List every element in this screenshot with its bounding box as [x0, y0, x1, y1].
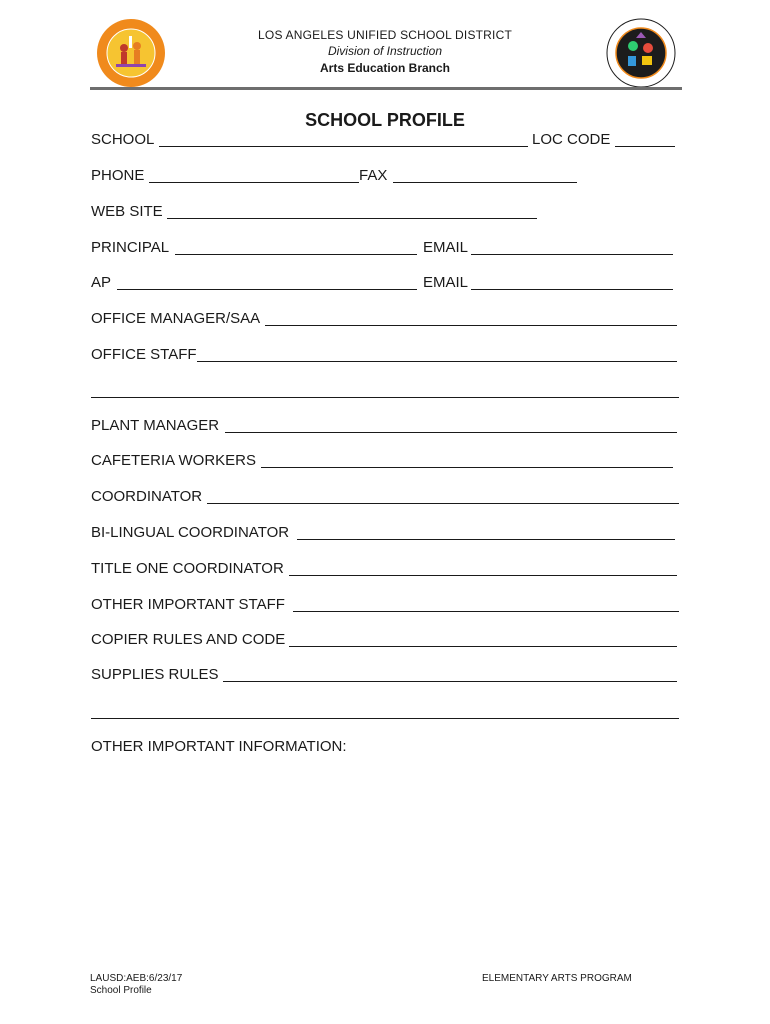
school-label: SCHOOL: [91, 131, 155, 148]
principal-email-label: EMAIL: [423, 239, 469, 256]
footer-right: [482, 973, 632, 985]
office-staff-continued-row: [91, 381, 681, 401]
supplies-row: [91, 665, 681, 685]
office-staff-field[interactable]: [197, 361, 677, 362]
other-info-row: [91, 737, 681, 757]
loc-code-field[interactable]: [615, 146, 675, 147]
phone-label: PHONE: [91, 167, 145, 184]
division-name: Division of Instruction: [327, 44, 443, 58]
ap-label: AP: [91, 274, 112, 291]
loc-code-label: LOC CODE: [532, 131, 611, 148]
office-staff-label: OFFICE STAFF: [91, 346, 197, 363]
ap-field[interactable]: [117, 289, 417, 290]
supplies-field[interactable]: [223, 681, 677, 682]
branch-name: Arts Education Branch: [319, 61, 451, 75]
office-staff-row: [91, 345, 681, 365]
school-field[interactable]: [159, 146, 528, 147]
fax-field[interactable]: [393, 182, 577, 183]
other-staff-row: [91, 595, 681, 615]
title-one-label: TITLE ONE COORDINATOR: [91, 560, 284, 577]
copier-label: COPIER RULES AND CODE: [91, 631, 286, 648]
bilingual-row: [91, 523, 681, 543]
office-manager-label: OFFICE MANAGER/SAA: [91, 310, 261, 327]
cafeteria-field[interactable]: [261, 467, 673, 468]
supplies-continued-row: [91, 702, 681, 722]
supplies-label: SUPPLIES RULES: [91, 666, 219, 683]
bilingual-label: BI-LINGUAL COORDINATOR: [91, 524, 290, 541]
plant-manager-label: PLANT MANAGER: [91, 417, 220, 434]
header-text: [185, 28, 585, 75]
other-info-label: OTHER IMPORTANT INFORMATION:: [91, 738, 347, 755]
office-manager-row: [91, 309, 681, 329]
title-one-row: [91, 559, 681, 579]
copier-row: [91, 630, 681, 650]
principal-row: [91, 238, 681, 258]
website-label: WEB SITE: [91, 203, 163, 220]
principal-field[interactable]: [175, 254, 417, 255]
footer-doc-name: School Profile: [90, 985, 152, 996]
coordinator-label: COORDINATOR: [91, 488, 203, 505]
plant-manager-row: [91, 416, 681, 436]
page-title: SCHOOL PROFILE: [305, 110, 465, 130]
ap-email-field[interactable]: [471, 289, 673, 290]
website-field[interactable]: [167, 218, 537, 219]
cafeteria-row: [91, 451, 681, 471]
school-row: [91, 130, 681, 150]
cafeteria-label: CAFETERIA WORKERS: [91, 452, 257, 469]
website-row: [91, 202, 681, 222]
other-staff-field[interactable]: [293, 611, 679, 612]
other-staff-label: OTHER IMPORTANT STAFF: [91, 596, 285, 613]
footer-code: LAUSD:AEB:6/23/17: [90, 973, 183, 984]
ap-row: [91, 273, 681, 293]
coordinator-field[interactable]: [207, 503, 679, 504]
ap-email-label: EMAIL: [423, 274, 469, 291]
footer-program: ELEMENTARY ARTS PROGRAM: [482, 973, 632, 984]
footer-left: [90, 973, 182, 997]
bilingual-field[interactable]: [297, 539, 675, 540]
phone-field[interactable]: [149, 182, 359, 183]
office-staff-field-continued[interactable]: [91, 397, 679, 398]
header-divider: [90, 87, 682, 90]
principal-email-field[interactable]: [471, 254, 673, 255]
plant-manager-field[interactable]: [225, 432, 677, 433]
title-one-field[interactable]: [289, 575, 677, 576]
lausd-board-seal-icon: [96, 18, 166, 88]
fax-label: FAX: [359, 167, 388, 184]
page-header: [0, 0, 770, 95]
phone-row: [91, 166, 681, 186]
district-name: LOS ANGELES UNIFIED SCHOOL DISTRICT: [258, 28, 512, 42]
office-manager-field[interactable]: [265, 325, 677, 326]
coordinator-row: [91, 487, 681, 507]
arts-education-seal-icon: [606, 18, 676, 88]
supplies-field-continued[interactable]: [91, 718, 679, 719]
copier-field[interactable]: [289, 646, 677, 647]
principal-label: PRINCIPAL: [91, 239, 170, 256]
